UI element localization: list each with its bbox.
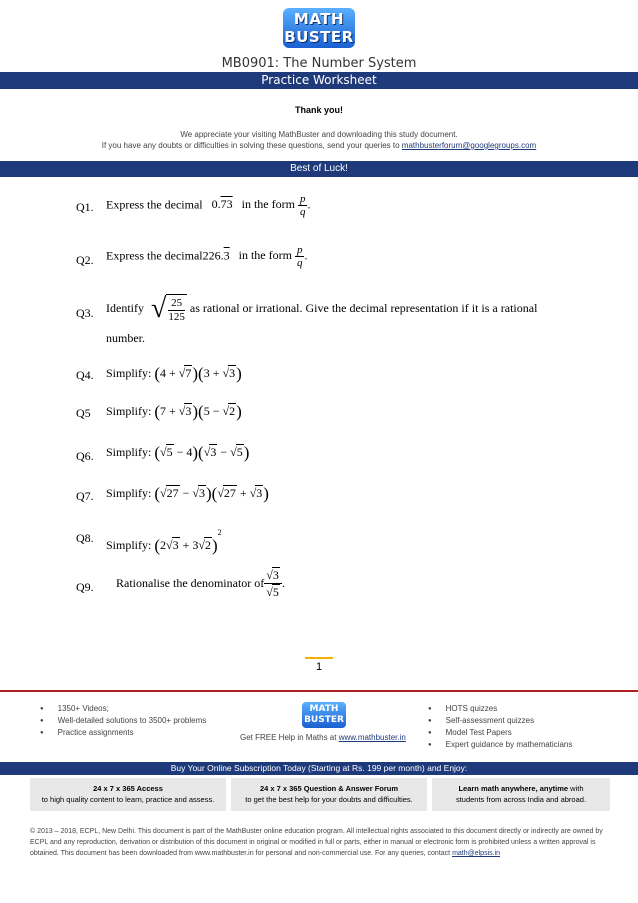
q7-number: Q7.: [76, 489, 94, 503]
q1-repeating: 73: [220, 197, 233, 212]
q6-op2: −: [220, 445, 228, 459]
q8-exponent: 2: [217, 528, 222, 537]
q5-op1: +: [169, 404, 176, 418]
q7-op2: +: [239, 486, 247, 500]
free-help-text: [240, 733, 406, 742]
right-bullet-4: ● Expert guidance by mathematicians: [428, 739, 572, 751]
left-bullet-3: ● Practice assignments: [40, 727, 206, 739]
q2-text: [106, 244, 307, 269]
q4-op2: +: [212, 366, 220, 380]
q8-root2: 2: [204, 538, 211, 552]
q8-op: +: [182, 538, 190, 552]
feature-box-anywhere: [432, 778, 610, 811]
q8-root1: 3: [172, 538, 179, 552]
intro-line2: [0, 140, 638, 151]
q3-sqrt-fraction: √ $\frac{25}{125}$: [151, 293, 185, 324]
q6-number: Q6.: [76, 449, 94, 463]
q9-numerator: √3: [264, 567, 282, 584]
q1-decimal: 0.73: [211, 197, 233, 212]
q3-number: Q3.: [76, 306, 94, 320]
thanks-heading: Thank you!: [294, 105, 343, 115]
q7-op1: −: [182, 486, 190, 500]
copyright-text: © 2013 – 2018, ECPL, New Delhi. This document is part of the MathBuster online education program. All intellectual rights associated to this document directly or indirectly are owned by ECPL and any reproduction, derivation or distribution of this document in original or modified in full or parts, either in manual or electronic form is prohibited unless a written approval is obtained. This document has been downloaded from www.mathbuster.in for personal and non-commercial use. For any queries, contact: [30, 828, 603, 857]
right-bullet-3: ● Model Test Papers: [428, 727, 572, 739]
mathbuster-site-link[interactable]: www.mathbuster.in: [338, 733, 406, 742]
q3-numerator: 25: [168, 297, 185, 311]
q1-number: Q1.: [76, 200, 94, 214]
q6-root3: 5: [236, 445, 243, 459]
logo-line2: BUSTER: [284, 28, 354, 46]
best-luck-banner: Best of Luck!: [0, 161, 638, 177]
box2-title: 24 x 7 x 365 Question & Answer Forum: [259, 784, 399, 793]
q6-op1: −: [176, 445, 184, 459]
box2-text: to get the best help for your doubts and difficulties.: [245, 795, 413, 804]
q2-decimal: [203, 248, 230, 262]
box3-text: students from across India and abroad.: [455, 795, 587, 804]
q5-root1: 3: [185, 404, 192, 418]
page-number: 1: [305, 657, 333, 673]
q9-number: Q9.: [76, 580, 94, 594]
q4-b: 3: [203, 366, 210, 380]
q6-a: 4: [186, 445, 193, 459]
q1-mid: in the form: [241, 197, 295, 212]
right-bullet-2: ● Self-assessment quizzes: [428, 715, 572, 727]
q6-root2: 3: [210, 445, 217, 459]
footer-right-bullets: [428, 703, 572, 751]
q2-number: Q2.: [76, 253, 94, 267]
footer-logo-line2: BUSTER: [304, 715, 344, 725]
q6-label: Simplify:: [106, 445, 152, 459]
q9-text: [116, 567, 285, 600]
q1-q: q: [299, 206, 306, 218]
q2-repeating: 3: [223, 248, 230, 263]
q7-text: Simplify: (√27 − √3)(√27 + √3): [106, 484, 269, 503]
q2-int: 226.: [202, 248, 224, 263]
q3-number-word: number.: [106, 331, 145, 345]
q2-p: p: [296, 244, 303, 256]
q1-p: p: [299, 193, 306, 205]
q1-prefix: Express the decimal: [106, 197, 203, 212]
q7-root4: 3: [256, 486, 263, 500]
q2-prefix: Express the decimal: [106, 248, 203, 263]
q2-mid: in the form: [238, 248, 292, 263]
intro-text: [0, 129, 638, 151]
box1-text: to high quality content to learn, practice and assess.: [41, 795, 215, 804]
q4-label: Simplify:: [106, 366, 152, 380]
contact-email-link[interactable]: math@elpsis.in: [452, 850, 501, 857]
left-bullet-2: ● Well-detailed solutions to 3500+ problems: [40, 715, 206, 727]
q5-label: Simplify:: [106, 404, 152, 418]
copyright-notice: [30, 826, 610, 859]
feature-box-access: [30, 778, 226, 811]
q4-number: Q4.: [76, 368, 94, 382]
mathbuster-logo: [283, 8, 355, 54]
feature-box-forum: [231, 778, 427, 811]
right-bullet-1: ● HOTS quizzes: [428, 703, 572, 715]
q5-a: 7: [160, 404, 167, 418]
q8-c2: 3: [192, 538, 199, 552]
q9-fraction: [264, 567, 282, 600]
q5-root2: 2: [229, 404, 236, 418]
q1-end: .: [307, 197, 311, 212]
worksheet-subtitle: Practice Worksheet: [0, 72, 638, 89]
q2-end: .: [304, 248, 308, 263]
footer-logo: [302, 702, 346, 728]
q9-end: .: [281, 576, 285, 590]
q3-denominator: 125: [168, 311, 185, 323]
q4-op1: +: [169, 366, 176, 380]
box3-title-rest: with: [568, 784, 584, 793]
q2-q: q: [296, 257, 303, 269]
free-help-prefix: Get FREE Help in Maths at: [240, 733, 339, 742]
q3-text: [106, 293, 576, 325]
q4-text: Simplify: (4 + √7)(3 + √3): [106, 364, 242, 383]
q8-c1: 2: [160, 538, 167, 552]
q1-text: [106, 193, 310, 218]
q7-root3: 27: [223, 486, 236, 500]
q6-text: Simplify: (√5 − 4)(√3 − √5): [106, 443, 250, 462]
intro-line2-text: If you have any doubts or difficulties in solving these questions, send your queries to: [101, 141, 402, 150]
q4-a: 4: [160, 366, 167, 380]
q8-number: Q8.: [76, 531, 94, 545]
q7-root1: 27: [166, 486, 179, 500]
q3-body: as rational or irrational. Give the decimal representation if it is a rational: [189, 300, 538, 315]
q9-prefix: Rationalise the denominator of: [116, 576, 265, 590]
subscription-banner: Buy Your Online Subscription Today (Starting at Rs. 199 per month) and Enjoy:: [0, 762, 638, 775]
footer-logo-line1: MATH: [309, 704, 339, 714]
q5-b: 5: [203, 404, 210, 418]
box3-title: Learn math anywhere, anytime: [458, 784, 569, 793]
q9-denominator: √5: [266, 585, 279, 599]
q9-num-val: 3: [272, 568, 279, 582]
q5-text: Simplify: (7 + √3)(5 − √2): [106, 402, 242, 421]
left-bullet-1: ● 1350+ Videos;: [40, 703, 206, 715]
q3-identify: Identify: [106, 300, 144, 315]
forum-email-link[interactable]: mathbusterforum@googlegroups.com: [401, 141, 537, 150]
q8-text: Simplify: $(2√3 + 3√2)^2$: [106, 528, 222, 555]
box1-title: 24 x 7 x 365 Access: [93, 784, 163, 793]
logo-line1: MATH: [293, 10, 345, 28]
document-title: MB0901: The Number System: [221, 56, 417, 71]
footer-separator: [0, 690, 638, 692]
q7-root2: 3: [198, 486, 205, 500]
q6-root1: 5: [166, 445, 173, 459]
q8-label: Simplify:: [106, 538, 152, 552]
footer-left-bullets: [40, 703, 206, 739]
intro-line1: We appreciate your visiting MathBuster and downloading this study document.: [180, 130, 458, 139]
q9-den-val: 5: [272, 585, 279, 599]
q5-op2: −: [212, 404, 220, 418]
q5-number: Q5: [76, 406, 91, 420]
q7-label: Simplify:: [106, 486, 152, 500]
q4-root1: 7: [185, 366, 192, 380]
q4-root2: 3: [229, 366, 236, 380]
